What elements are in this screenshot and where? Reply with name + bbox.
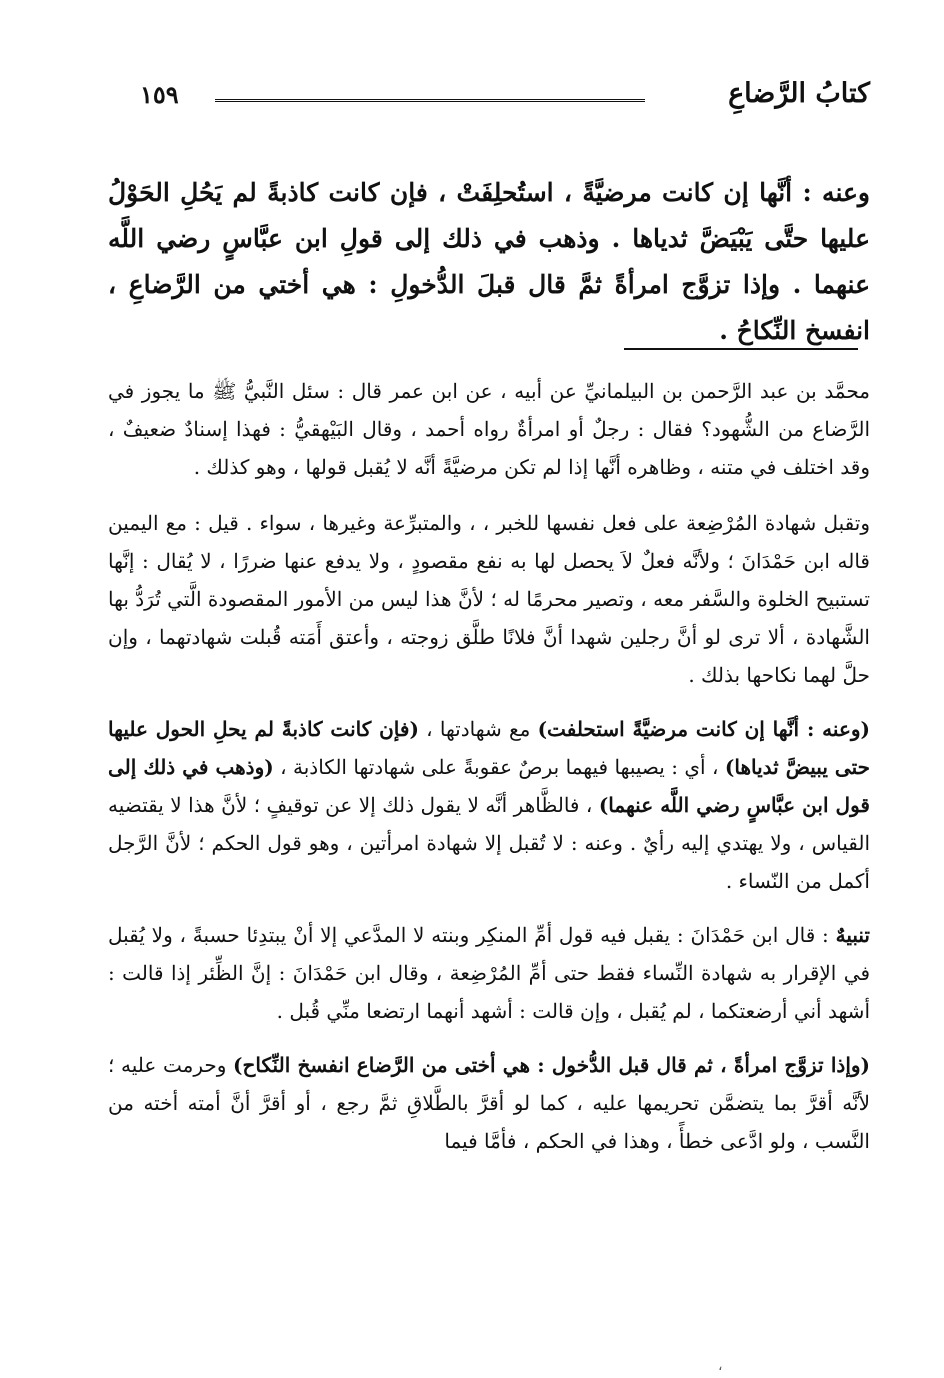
footnote-text: محمَّد بن عبد الرَّحمن بن البيلمانيِّ عن أبيه ، عن ابن عمر قال : سئل النَّبيُّ ﷺ ما يجوز في الرَّضاع من الشُّهود؟ فقال : رجلٌ أو امرأةٌ رواه أحمد ، وقال البَيْهقيُّ : فهذا إسنادٌ ضعيفٌ ، وقد اختلف في متنه ، وظاهره أنَّها إذا لم تكن مرضيَّةً أنَّه لا يُقبل قولها ، وهو كذلك . [108,379,870,479]
header-rule [215,99,645,102]
commentary [108,372,870,1176]
commentary-text: وتقبل شهادة المُرْضِعة على فعل نفسها للخبر ، ، والمتبرِّعة وغيرها ، سواء . قيل : مع اليمين قاله ابن حَمْدَانَ ؛ ولأنَّه فعلٌ لاَ يحصل لها به نفع مقصودٍ ، ولا يدفع عنها ضررًا ، لا يُقال : إنَّها تستبيح الخلوة والسَّفر معه ، وتصير محرمًا له ؛ لأنَّ هذا ليس من الأمور المقصودة الَّتي تُرَدُّ بها الشَّهادة ، ألا ترى لو أنَّ رجلين شهدا أنَّ فلانًا طلَّق زوجته ، وأعتق أَمَته قُبلت شهادتهما ، وإن حلَّ لهما نكاحها بذلك . [108,511,870,687]
commentary-text: ، فالظَّاهر أنَّه لا يقول ذلك إلا عن توقيفٍ ؛ لأنَّ هذا لا يقتضيه القياس ، ولا يهتدي إليه رأيٌ . وعنه : لا تُقبل إلا شهادة امرأتين ، وهو قول الحكم ؛ لأنَّ الرَّجل أكمل من النّساء . [108,793,870,893]
book-title: كتابُ الرَّضاعِ [728,78,870,109]
commentary-paragraph-3 [108,916,870,1030]
matn-quote: (وذهب في ذلك إلى قول ابن عبَّاسٍ رضي اللَّه عنهما) [108,755,870,817]
print-mark: ، [718,1358,723,1374]
commentary-text: ، أي : يصيبها فيهما برصٌ عقوبةً على شهادتها الكاذبة ، [273,755,725,779]
matn-quote: (فإن كانت كاذبةً لم يحلِ الحول عليها حتى يبيضَّ ثدياها) [108,717,870,779]
matn-body: وعنه : أنَّها إن كانت مرضيَّةً ، استُحلِفَتْ ، فإن كانت كاذبةً لم يَحُلِ الحَوْلُ عليها حتَّى يَبْيَضَّ ثدياها . وذهب في ذلك إلى قولِ ابن عبَّاسٍ رضي اللَّه عنهما . وإذا تزوَّج امرأةً ثمَّ قال قبلَ الدُّخولِ : هي أختي من الرَّضاعِ ، انفسخ النِّكاحُ . [108,178,870,345]
commentary-text: : قال ابن حَمْدَانَ : يقبل فيه قول أمِّ المنكِر وبنته لا المدَّعي إلا أنْ يبتدِئا حسبةً ، ولا يُقبل في الإقرار به شهادة النِّساء فقط حتى أمِّ المُرْضِعة ، وقال ابن حَمْدَانَ : إنَّ الظِّئر إذا قالت : أشهد أني أرضعتكما ، لم يُقبل ، وإن قالت : أشهد أنهما ارتضعا منِّي قُبل . [108,923,871,1023]
matn-text [108,170,870,354]
matn-quote: (وعنه : أنَّها إن كانت مرضيَّةً استحلفت) [537,717,870,741]
note-label: تنبيهٌ [835,923,870,947]
commentary-paragraph-1 [108,504,870,694]
commentary-text: مع شهادتها ، [418,717,538,741]
matn-quote: (وإذا تزوَّج امرأةً ، ثم قال قبل الدُّخول : هي أختى من الرَّضاع انفسخ النِّكاح) [233,1053,871,1077]
matn-divider [624,348,858,350]
commentary-paragraph-2 [108,710,870,900]
commentary-text: وحرمت عليه ؛ لأنَّه أقرَّ بما يتضمَّن تحريمها عليه ، كما لو أقرَّ بالطَّلاقِ ثمَّ رجع ، أو أقرَّ أنَّ أمته أخته من النَّسب ، ولو ادَّعى خطأً ، وهذا في الحكم ، فأمَّا فيما [108,1053,870,1153]
commentary-paragraph-4 [108,1046,870,1160]
footnote-continuation [108,372,870,486]
page-number: ١٥٩ [140,80,179,109]
page-header [140,78,870,122]
